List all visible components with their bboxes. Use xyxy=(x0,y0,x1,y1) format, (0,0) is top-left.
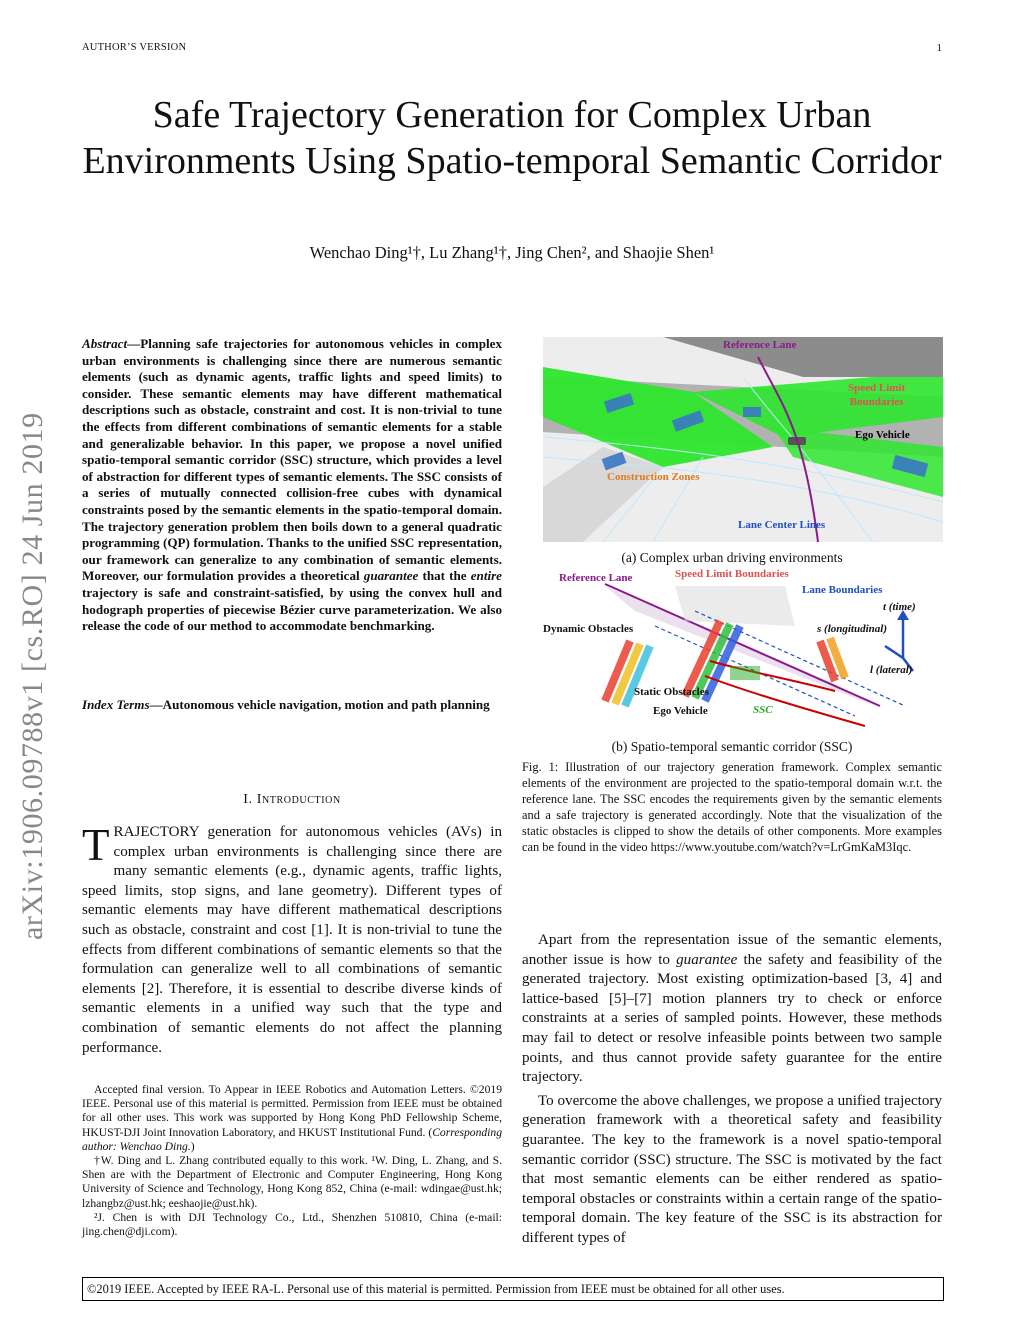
label-l-axis: l (lateral) xyxy=(870,664,913,676)
label-speed-limit-a: Speed Limit Boundaries xyxy=(848,382,906,408)
abstract-label: Abstract xyxy=(82,336,128,351)
label-lane-center-lines: Lane Center Lines xyxy=(738,519,826,531)
intro-text: generation for autonomous vehicles (AVs) in complex urban environments is challenging since there are many semantic elements (e.g., dynamic agents, traffic lights, speed limits, stop signs, and lane geometry). Different types of semantic elements may have different mathematical descriptions such as obstacle, constraint and cost [1]. It is non-trivial to tune the effects from different combinations of semantic elements so that the formulation can generalize well to all combinations of semantic elements [2]. Therefore, it is essential to describe diverse kinds of semantic elements in a unified way such that the type and combination of semantic elements do not affect the planning performance. xyxy=(82,824,502,1056)
paper-title: Safe Trajectory Generation for Complex Urban Environments Using Spatio-temporal Semantic Corridor xyxy=(82,94,942,182)
index-terms xyxy=(82,697,502,714)
footnotes xyxy=(82,1083,502,1239)
abstract-em-entire: entire xyxy=(470,568,502,584)
ssc-illustration xyxy=(535,566,945,736)
footnote-affiliation-1: †W. Ding and L. Zhang contributed equally to this work. ¹W. Ding, L. Zhang, and S. Shen are with the Department of Electronic and Computer Engineering, Hong Kong University of Science and Technology, Hong Kong 852, China (e-mail: wdingae@ust.hk; lzhangbz@ust.hk; eeshaojie@ust.hk). xyxy=(82,1154,502,1210)
label-s-axis: s (longitudinal) xyxy=(817,623,887,635)
footnote-corresponding: Corresponding author: Wenchao Ding. xyxy=(82,1125,502,1153)
index-terms-text: —Autonomous vehicle navigation, motion and path planning xyxy=(149,697,490,712)
figure-1a-caption: (a) Complex urban driving environments xyxy=(621,550,843,565)
footnote-acceptance-text: Accepted final version. To Appear in IEEE Robotics and Automation Letters. ©2019 IEEE. Personal use of this material is permitted. Permission from IEEE must be obtained for all other uses. This work was supported by Hong Kong PhD Fellowship Scheme, HKUST-DJI Joint Innovation Laboratory, and HKUST Institutional Fund. ( xyxy=(82,1083,502,1139)
label-ssc: SSC xyxy=(753,704,773,716)
label-construction-zones: Construction Zones xyxy=(607,471,700,483)
section-heading xyxy=(82,792,502,808)
figure-1-caption: Fig. 1: Illustration of our trajectory generation framework. Complex semantic elements of the environment are projected to the spatio-temporal domain w.r.t. the reference lane. The SSC encodes the requirements given by the semantic elements and a safe trajectory is generated accordingly. Note that the visualization of the static obstacles is clipped to show the details of other components. More examples can be found in the video https://www.youtube.com/watch?v=LrGmKaM3Iqc. xyxy=(522,760,942,854)
introduction-paragraph xyxy=(82,820,502,1058)
label-lane-boundaries: Lane Boundaries xyxy=(802,584,883,596)
abstract-text-3: trajectory is safe and constraint-satisfied, by using the convex hull and hodograph properties of piecewise Bézier curve parameterization. We also release the code of our method to accommodate benchmarking. xyxy=(82,584,502,634)
abstract xyxy=(82,336,502,635)
paragraph-guarantee-em: guarantee xyxy=(676,951,738,968)
label-speed-limit-b: Speed Limit Boundaries xyxy=(675,568,789,580)
paragraph-guarantee-text-2: the safety and feasibility of the generated trajectory. Most existing optimization-based [3, 4] and lattice-based [5]–[7] motion planners try to check or enforce constraints at a series of sampled points. However, these methods may fail to detect or resolve infeasible points between two sample points, and thus cannot provide safety guarantee for the entire trajectory. xyxy=(522,951,942,1086)
author-list: Wenchao Ding¹†, Lu Zhang¹†, Jing Chen², and Shaojie Shen¹ xyxy=(309,243,715,262)
arxiv-stamp: arXiv:1906.09788v1 [cs.RO] 24 Jun 2019 xyxy=(16,412,49,940)
abstract-text-2: that the xyxy=(418,568,471,584)
label-dynamic-obstacles: Dynamic Obstacles xyxy=(543,623,634,635)
abstract-em-guarantee: guarantee xyxy=(363,568,419,584)
paragraph-guarantee-text-1: Apart from the representation issue of the semantic elements, another issue is how to xyxy=(522,932,942,968)
footnote-acceptance xyxy=(82,1083,502,1154)
label-reference-lane-b: Reference Lane xyxy=(559,572,633,584)
copyright-footer: ©2019 IEEE. Accepted by IEEE RA-L. Personal use of this material is permitted. Permission from IEEE must be obtained for all other uses. xyxy=(82,1277,944,1301)
footnote-affiliation-2: ²J. Chen is with DJI Technology Co., Ltd., Shenzhen 510810, China (e-mail: jing.chen@dji.com). xyxy=(82,1210,502,1239)
right-column-body xyxy=(522,931,942,1249)
footnote-acceptance-end: ) xyxy=(190,1139,195,1153)
dropcap: T xyxy=(82,820,110,870)
paragraph-guarantee xyxy=(522,931,942,1088)
page-number: 1 xyxy=(936,42,942,54)
index-terms-label: Index Terms xyxy=(82,697,150,712)
label-reference-lane-a: Reference Lane xyxy=(723,339,797,351)
label-t-axis: t (time) xyxy=(883,601,916,613)
label-static-obstacles: Static Obstacles xyxy=(634,686,709,698)
label-ego-vehicle-b: Ego Vehicle xyxy=(653,705,708,717)
figure-1b-ssc xyxy=(535,566,945,736)
figure-1a-urban-scene xyxy=(543,337,943,542)
section-title: Introduction xyxy=(256,792,341,807)
label-ego-vehicle-a: Ego Vehicle xyxy=(855,429,910,441)
intro-lead: RAJECTORY xyxy=(113,824,200,840)
running-header: AUTHOR’S VERSION xyxy=(82,42,187,53)
section-number: I. xyxy=(243,792,253,807)
abstract-text-1: —Planning safe trajectories for autonomous vehicles in complex urban environments is challenging since there are numerous semantic elements (such as dynamic agents, traffic lights and speed limits) to consider. These semantic elements may have different mathematical descriptions such as obstacle, constraint and cost. It is non-trivial to tune the effects from different combinations of semantic elements for a stable and generalizable behavior. In this paper, we propose a novel unified spatio-temporal semantic corridor (SSC) structure, which provides a level of abstraction for different types of semantic elements. The SSC consists of a series of mutually connected collision-free cubes with dynamical constraints posed by the semantic elements in the spatio-temporal domain. The trajectory generation problem then boils down to a general quadratic programming (QP) formulation. Thanks to the unified SSC representation, our framework can generalize to any combination of semantic elements. Moreover, our formulation provides a theoretical xyxy=(82,336,502,584)
paragraph-overcome: To overcome the above challenges, we propose a unified trajectory generation framework with a theoretical safety and feasibility guarantee. The key to the framework is a novel spatio-temporal semantic corridor (SSC) structure. The SSC is motivated by the fact that most semantic elements can be either rendered as spatio-temporal obstacles or constraints within a certain range of the spatio-temporal domain. The key feature of the SSC is its abstraction for different types of xyxy=(522,1092,942,1246)
figure-1b-caption: (b) Spatio-temporal semantic corridor (SSC) xyxy=(611,739,853,754)
